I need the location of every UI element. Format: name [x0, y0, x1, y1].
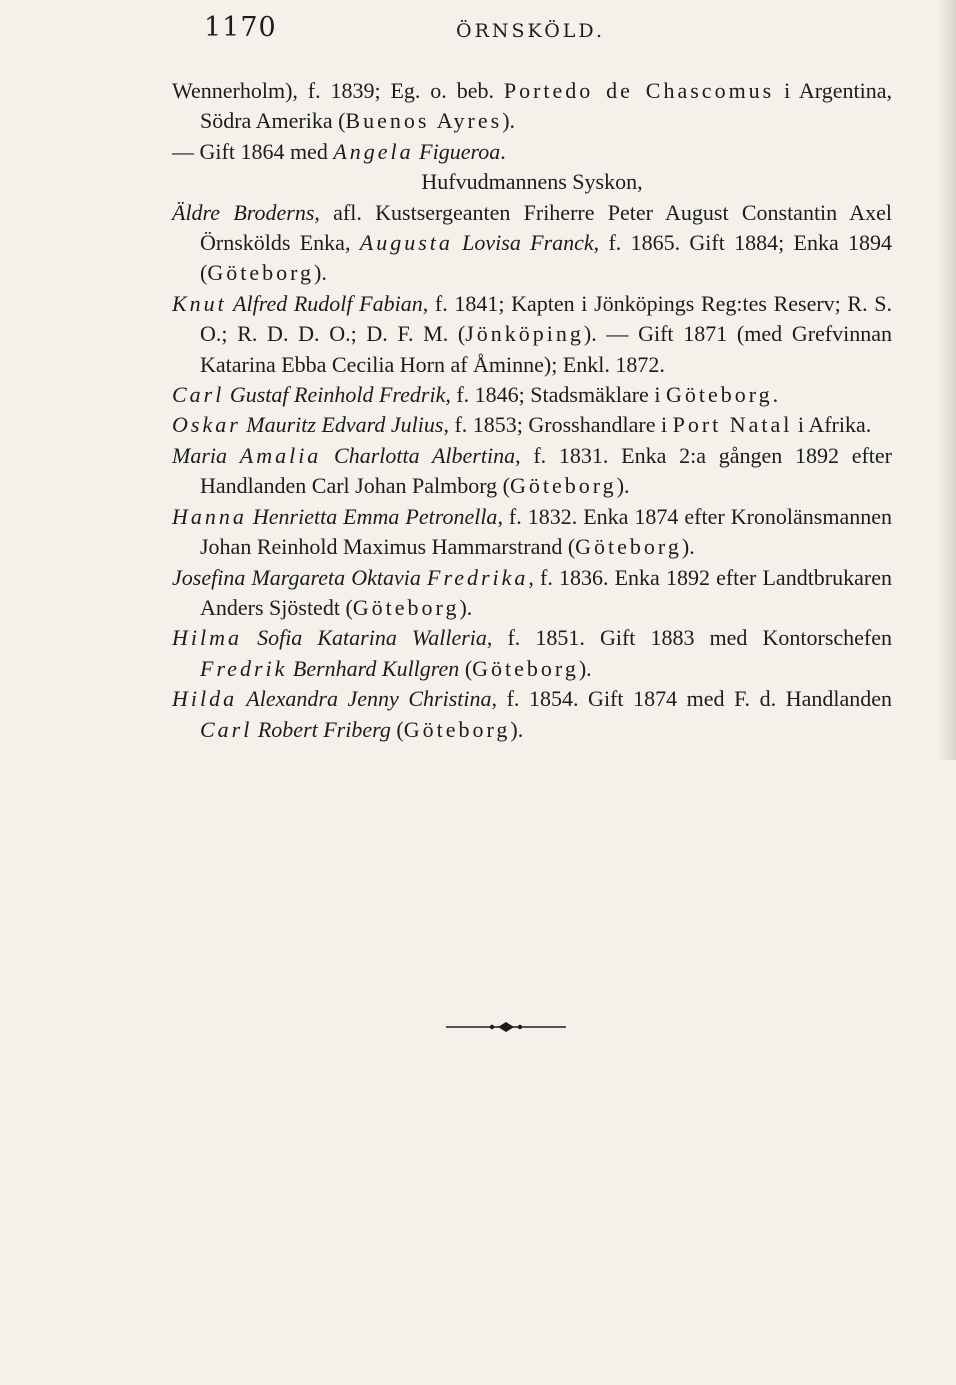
entry-carl: Carl Gustaf Reinhold Fredrik, f. 1846; Stadsmäklare i Göteborg. — [172, 382, 779, 408]
entry-oskar: Oskar Mauritz Edvard Julius, f. 1853; Grosshandlare i Port Natal i Afrika. — [172, 412, 872, 438]
genealogy-text — [172, 76, 892, 745]
entry-hanna: Hanna Henrietta Emma Petronella, f. 1832. Enka 1874 efter Kronolänsmannen Johan Reinhold Maximus Hammarstrand (Göteborg). — [172, 503, 892, 560]
entry-hilma: Hilma Sofia Katarina Walleria, f. 1851. Gift 1883 med Kontorschefen Fredrik Bernhard Kullgren (Göteborg). — [172, 625, 892, 681]
entry-marriage: — Gift 1864 med Angela Figueroa. — [172, 138, 506, 164]
entry-hilda: Hilda Alexandra Jenny Christina, f. 1854. Gift 1874 med F. d. Handlanden Carl Robert Friberg (Göteborg). — [172, 686, 892, 742]
section-heading-siblings: Hufvudmannens Syskon, — [421, 169, 643, 195]
page-edge-shadow — [938, 0, 956, 760]
entry-maria: Maria Amalia Charlotta Albertina, f. 1831. Enka 2:a gången 1892 efter Handlanden Carl Johan Palmborg (Göteborg). — [172, 442, 893, 499]
entry-josefina: Josefina Margareta Oktavia Fredrika, f. 1836. Enka 1892 efter Landtbrukaren Anders Sjöstedt (Göteborg). — [172, 564, 892, 620]
entry-elder-brother-widow: Äldre Broderns, afl. Kustsergeanten Friherre Peter August Constantin Axel Örnskölds Enka, Augusta Lovisa Franck, f. 1865. Gift 1884; Enka 1894 (Göteborg). — [172, 199, 893, 286]
page-number: 1170 — [204, 12, 277, 43]
entry-knut: Knut Alfred Rudolf Fabian, f. 1841; Kapten i Jönköpings Reg:tes Reserv; R. S. O.; R. D. D. O.; D. F. M. (Jönköping). — Gift 1871 (med Grefvinnan Katarina Ebba Cecilia Horn af Åminne); Enkl. 1872. — [172, 290, 892, 377]
running-title: ÖRNSKÖLD. — [456, 20, 605, 42]
end-ornament-rule — [446, 1020, 566, 1034]
entry-continuation: Wennerholm), f. 1839; Eg. o. beb. Portedo de Chascomus i Argentina, Södra Amerika (Buenos Ayres). — [172, 78, 892, 134]
